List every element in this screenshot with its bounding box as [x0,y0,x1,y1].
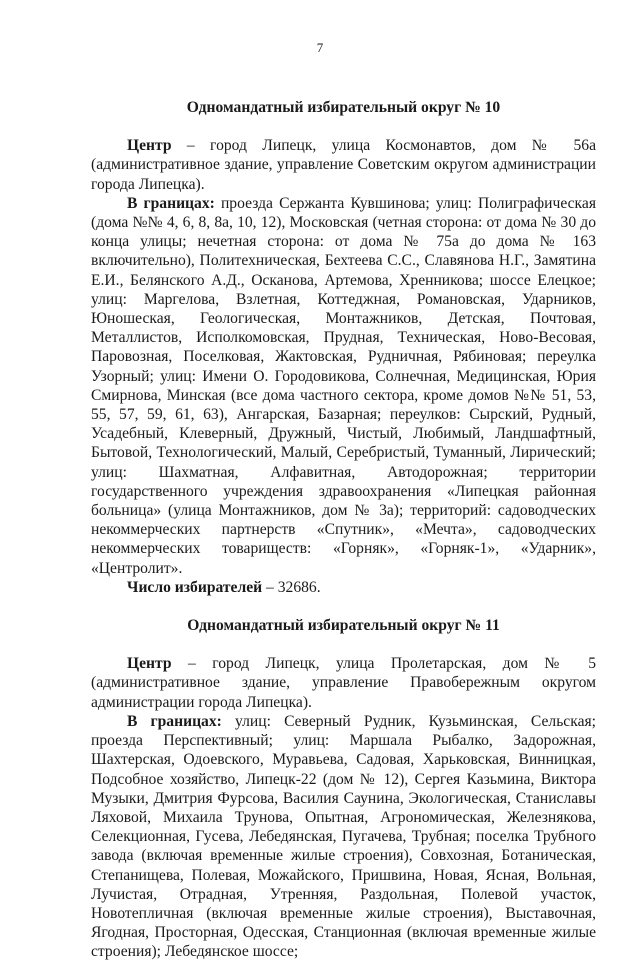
district-10-voters-text: – 32686. [262,578,321,596]
district-11-borders-label: В границах: [127,712,222,730]
page-number: 7 [316,40,324,55]
district-10-center-label: Центр [127,137,172,155]
district-10-borders-paragraph [91,194,596,578]
district-10-center-text: – город Липецк, улица Космонавтов, дом № 56а (административное здание, управление Советским округом администрации города Липецка). [91,137,596,193]
district-10-heading: Одномандатный избирательный округ № 10 [186,99,501,116]
district-11-borders-paragraph [91,712,596,962]
district-10-voters-paragraph [91,578,596,597]
district-10-center-paragraph [91,136,596,194]
district-11-heading: Одномандатный избирательный округ № 11 [187,617,500,635]
district-11-borders-text: улиц: Северный Рудник, Кузьминская, Сельская; проезда Перспективный; улиц: Маршала Рыбалко, Задорожная, Шахтерская, Одоевского, Муравьева, Садовая, Харьковская, Винницкая, Подсобное хозяйство, Липецк-22 (дом № 12), Сергея Казьмина, Виктора Музыки, Дмитрия Фурсова, Василия Саунина, Экологическая, Станиславы Ляховой, Михаила Трунова, Опытная, Агрономическая, Железнякова, Селекционная, Гусева, Лебедянская, Пугачева, Трубная; поселка Трубного завода (включая временные жилые строения), Совхозная, Ботаническая, Степанищева, Полевая, Можайского, Пришвина, Новая, Ясная, Вольная, Лучистая, Отрадная, Утренняя, Раздольная, Полевой участок, Новотепличная (включая временные жилые строения), Выставочная, Ягодная, Просторная, Одесская, Станционная (включая временные жилые строения); Лебедянское шоссе; [91,712,596,961]
district-11-center-text: – город Липецк, улица Пролетарская, дом № 5 (административное здание, управление Правобережным округом администрации города Липецка). [91,655,596,711]
document-body [91,98,596,962]
district-10-borders-label: В границах: [127,194,215,212]
district-11-center-paragraph [91,654,596,712]
district-11-center-label: Центр [127,655,172,673]
district-10-voters-label: Число избирателей [127,578,263,596]
district-10-borders-text: проезда Сержанта Кувшинова; улиц: Полиграфическая (дома №№ 4, 6, 8, 8а, 10, 12), Московская (четная сторона: от дома № 30 до конца улицы; нечетная сторона: от дома № 75а до дома № 163 включительно), Политехническая, Бехтеева С.С., Славянова Н.Г., Замятина Е.И., Белянского А.Д., Осканова, Артемова, Хренникова; шоссе Елецкое; улиц: Маргелова, Взлетная, Коттеджная, Романовская, Ударников, Юношеская, Геологическая, Монтажников, Детская, Почтовая, Металлистов, Исполкомовская, Прудная, Техническая, Ново-Весовая, Паровозная, Поселковая, Жактовская, Рудничная, Рябиновая; переулка Узорный; улиц: Имени О. Городовикова, Солнечная, Медицинская, Юрия Смирнова, Минская (все дома частного сектора, кроме домов №№ 51, 53, 55, 57, 59, 61, 63), Ангарская, Базарная; переулков: Сырский, Рудный, Усадебный, Клеверный, Дружный, Чистый, Любимый, Ландшафтный, Бытовой, Технологический, Малый, Серебристый, Туманный, Лирический; улиц: Шахматная, Алфавитная, Автодорожная; территории государственного учреждения здравоохранения «Липецкая районная больница» (улица Монтажников, дом № 3а); территорий: садоводческих некоммерческих партнерств «Спутник», «Мечта», садоводческих некоммерческих товариществ: «Горняк», «Горняк-1», «Ударник», «Центролит». [91,194,596,577]
